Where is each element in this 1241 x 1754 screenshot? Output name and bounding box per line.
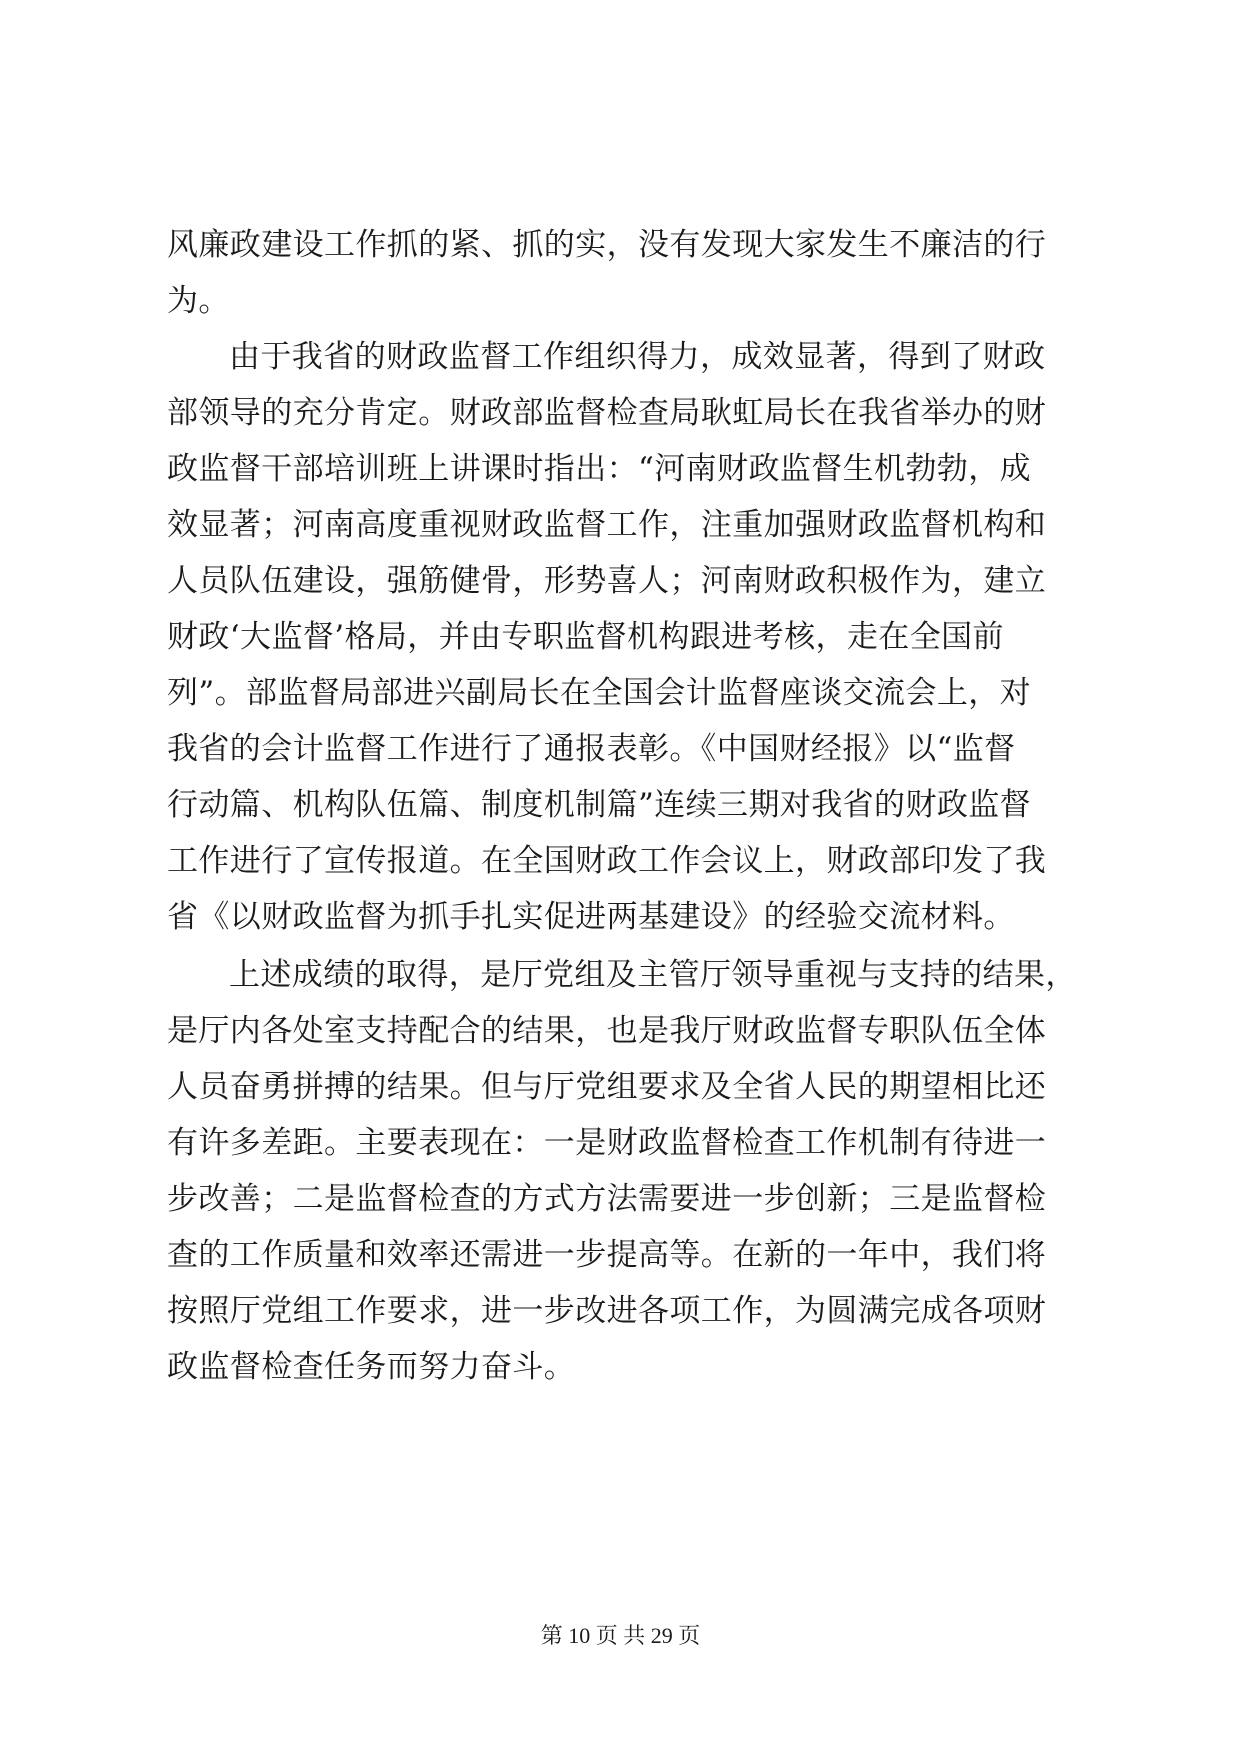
text-line: 省《以财政监督为抓手扎实促进两基建设》的经验交流材料。 (167, 899, 1015, 935)
text-line: 风廉政建设工作抓的紧、抓的实，没有发现大家发生不廉洁的行 (167, 227, 1047, 263)
text-line: 人员奋勇拼搏的结果。但与厅党组要求及全省人民的期望相比还 (167, 1069, 1047, 1105)
text-line: 部领导的充分肯定。财政部监督检查局耿虹局长在我省举办的财 (167, 395, 1047, 431)
text-line: 为。 (167, 283, 230, 319)
text-line: 工作进行了宣传报道。在全国财政工作会议上，财政部印发了我 (167, 843, 1047, 879)
text-line: 我省的会计监督工作进行了通报表彰。《中国财经报》以“监督 (167, 731, 1016, 767)
text-line: 按照厅党组工作要求，进一步改进各项工作，为圆满完成各项财 (167, 1293, 1047, 1329)
text-line: 步改善；二是监督检查的方式方法需要进一步创新；三是监督检 (167, 1181, 1047, 1217)
paragraph-start: 由于我省的财政监督工作组织得力，成效显著，得到了财政 (229, 339, 1046, 375)
text-line: 政监督干部培训班上讲课时指出：“河南财政监督生机勃勃，成 (167, 451, 1032, 487)
text-line: 财政‘大监督’格局，并由专职监督机构跟进考核，走在全国前 (167, 619, 1004, 655)
text-line: 效显著；河南高度重视财政监督工作，注重加强财政监督机构和 (167, 507, 1047, 543)
text-line: 行动篇、机构队伍篇、制度机制篇”连续三期对我省的财政监督 (167, 787, 1032, 823)
text-line: 有许多差距。主要表现在：一是财政监督检查工作机制有待进一 (167, 1125, 1047, 1161)
text-line: 政监督检查任务而努力奋斗。 (167, 1349, 576, 1385)
text-line: 人员队伍建设，强筋健骨，形势喜人；河南财政积极作为，建立 (167, 563, 1047, 599)
text-line: 列”。部监督局部进兴副局长在全国会计监督座谈交流会上，对 (167, 675, 1032, 711)
text-line: 查的工作质量和效率还需进一步提高等。在新的一年中，我们将 (167, 1237, 1047, 1273)
page-number-footer: 第 10 页 共 29 页 (540, 1623, 701, 1648)
text-line: 是厅内各处室支持配合的结果，也是我厅财政监督专职队伍全体 (167, 1013, 1047, 1049)
paragraph-start: 上述成绩的取得，是厅党组及主管厅领导重视与支持的结果， (229, 957, 1077, 993)
